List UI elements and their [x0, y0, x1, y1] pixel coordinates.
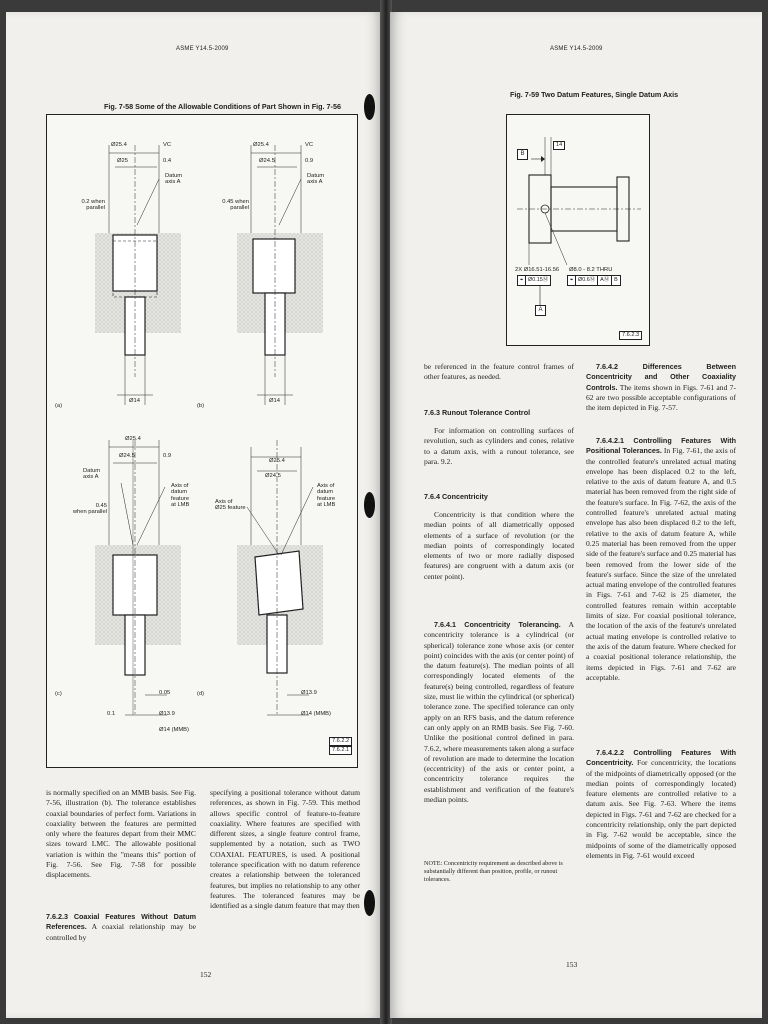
- left-col1-body: is normally specified on an MMB basis. See Fig. 7-56, illustration (b). The tolerance establishes coaxial boundaries of perfect form. Variations in coaxiality between the features are permitted only where the features depart from their MMC sizes toward LMC. The allowable positional variation is within the "means this" portion of Fig. 7-56. See Fig. 7-58 for possible displacements.: [46, 788, 196, 880]
- panel-c-datum: Datum axis A: [83, 468, 101, 481]
- panel-b-dia: Ø14: [269, 398, 280, 404]
- panel-b-label: (b): [197, 403, 205, 409]
- panel-b-datum: Datum axis A: [307, 173, 325, 186]
- panel-c-drawing: [95, 440, 181, 715]
- panel-d-t4: Ø14 (MMB): [301, 711, 331, 717]
- left-page: [6, 12, 382, 1018]
- panel-d-t3: Ø13.9: [301, 690, 317, 696]
- left-col1-text: [46, 788, 196, 881]
- binder-hole-3: [364, 890, 375, 916]
- position-symbol-1: ⌖: [518, 276, 526, 285]
- panel-c-t1: 0.05: [159, 690, 171, 696]
- panel-d-label: (d): [197, 691, 205, 697]
- right-page: [390, 12, 762, 1018]
- heading-7-6-3: 7.6.3 Runout Tolerance Control: [424, 408, 531, 417]
- running-head-right: ASME Y14.5-2009: [550, 46, 603, 52]
- panel-d-axis: Axis of datum feature at LMB: [317, 483, 336, 509]
- figure-caption-7-59: Fig. 7-59 Two Datum Features, Single Datum Axis: [510, 90, 679, 99]
- para-7-6-4-2: [586, 362, 736, 413]
- figure-caption-7-58: Fig. 7-58 Some of the Allowable Conditions of Part Shown in Fig. 7-56: [104, 102, 341, 111]
- para-7-6-4-2-1: [586, 436, 736, 683]
- fig-size-2: Ø8.0 - 8.2 THRU: [569, 267, 613, 273]
- para-7-6-3: For information on controlling surfaces of revolution, such as cylinders and cones, relative to a datum axis, with a runout tolerance, see para. 9.2.: [424, 426, 574, 466]
- right-col1-top: be referenced in the feature control frames of other features, as needed.: [424, 362, 574, 382]
- panel-b-vc: VC: [305, 142, 314, 148]
- left-col1-tail: A coaxial relationship may be controlled by: [46, 922, 196, 942]
- fcf2-datum-b: B: [614, 277, 618, 283]
- panel-a-d1: Ø25.4: [111, 142, 127, 148]
- panel-c-t4: Ø14 (MMB): [159, 727, 189, 733]
- panel-b-d1: Ø25.4: [253, 142, 269, 148]
- fcf2-datum-a: AⓂ: [598, 276, 612, 285]
- panel-c-tol: 0.9: [163, 453, 172, 459]
- running-head-left: ASME Y14.5-2009: [176, 46, 229, 52]
- fig-size-1: 2X Ø16.51-16.56: [515, 267, 560, 273]
- binder-hole-1: [364, 94, 375, 120]
- left-col2-text: specifying a positional tolerance without datum references, as shown in Fig. 7-59. This method allows specific control of feature-to-feature coaxiality. Where features are specified with different sizes, a single feature control frame, supplemented by a notation, such as TWO COAXIAL FEATURES, is used. A positional tolerance specification with no datum reference creates a relationship between the toleranced features, but implies no relationship to any other features. The toleranced features may be identified as a single datum feature that may then: [210, 788, 360, 911]
- figure-7-59: [506, 114, 650, 346]
- fcf1-tol: Ø0.15Ⓜ: [528, 277, 549, 283]
- panel-c-t2: 0.1: [107, 711, 116, 717]
- datum-a-symbol: A: [535, 305, 546, 316]
- feature-control-frame-2: [567, 275, 621, 286]
- para-7-6-4: Concentricity is that condition where the median points of all diametrically opposed elements of a surface of revolution (or the median points of correspondingly located elements of two or more radially disposed features) are congruent with a datum axis (or center point).: [424, 510, 574, 581]
- panel-a-tol: 0.4: [163, 158, 172, 164]
- panel-c-d2: Ø24.5: [119, 453, 135, 459]
- panel-c-parallel: 0.45 when parallel: [72, 503, 107, 516]
- fig-ref-7-6-2-3: 7.6.2.3: [619, 331, 642, 340]
- datum-b-symbol: B: [517, 149, 528, 160]
- panel-c-t3: Ø13.9: [159, 711, 175, 717]
- note-concentricity: NOTE: Concentricity requirement as described above is substantially different than position, profile, or runout tolerances.: [424, 860, 563, 884]
- para-7-6-4-1-body: A concentricity tolerance is a cylindrical (or spherical) tolerance zone whose axis (or center point) coincides with the axis (or center point) of the datum feature(s). The median points of all correspondingly located elements of the feature(s) being controlled, regardless of feature size, must lie within the cylindrical (or spherical) tolerance zone. The specified tolerance can only apply on an RFS basis, and the datum reference can only apply on an RMB basis. See Fig. 7-60. Unlike the positional control defined in para. 7.6.2, where measurements taken along a surface of revolution are made to determine the location (eccentricity) of the axis or center point, a concentricity tolerance requires the establishment and verification of the feature's median points.: [424, 620, 574, 805]
- panel-a-parallel: 0.2 when parallel: [81, 199, 105, 212]
- heading-7-6-4-2-2: 7.6.4.2.2 Controlling Features With Concentricity.: [586, 748, 736, 768]
- dim-14: 14: [553, 141, 565, 150]
- panel-c-d1: Ø25.4: [125, 436, 141, 442]
- page-number-right: 153: [566, 960, 578, 969]
- panel-a-d2: Ø25: [117, 158, 128, 164]
- para-7-6-4-2-2: [586, 748, 736, 861]
- binder-hole-2: [364, 492, 375, 518]
- panel-d-d1: Ø25.4: [269, 458, 285, 464]
- figure-7-58-drawing: [47, 115, 357, 767]
- panel-a-datum: Datum axis A: [165, 173, 183, 186]
- panel-c-axis: Axis of datum feature at LMB: [171, 483, 190, 509]
- figure-7-58: [46, 114, 358, 768]
- index-ref-2: 7.6.2.1: [329, 746, 352, 755]
- heading-7-6-4-2: 7.6.4.2 Differences Between Concentricity and Other Coaxiality Controls.: [586, 362, 736, 392]
- heading-7-6-4: 7.6.4 Concentricity: [424, 492, 488, 501]
- panel-d-d2: Ø24.5: [265, 473, 281, 479]
- fcf2-tol: Ø0.6Ⓜ: [576, 276, 598, 285]
- para-7-6-4-2-2-body: For concentricity, the locations of the midpoints of diametrically opposed (or the median points of correspondingly located) feature elements are controlled relative to a datum axis. See Fig. 7-63. Where the items depicted in Figs. 7-61 and 7-62 are checked for a concentricity relationship, only the part depicted in Fig. 7-62 would be acceptable, since the midpoints of some of the diametrically opposed elements in Fig. 7-61 would exceed: [586, 758, 736, 860]
- panel-b-parallel: 0.45 when parallel: [222, 199, 249, 212]
- heading-7-6-4-1: 7.6.4.1 Concentricity Tolerancing.: [434, 620, 561, 629]
- figure-7-59-drawing: [507, 115, 649, 345]
- panel-a-dia: Ø14: [129, 398, 140, 404]
- panel-d-drawing: [237, 440, 323, 715]
- feature-control-frame-1: [517, 275, 551, 286]
- index-ref-1: 7.6.2.2: [329, 737, 352, 746]
- page-number-left: 152: [200, 970, 212, 979]
- heading-7-6-4-2-1: 7.6.4.2.1 Controlling Features With Positional Tolerances.: [586, 436, 736, 456]
- panel-a-vc: VC: [163, 142, 172, 148]
- panel-c-label: (c): [55, 691, 62, 697]
- panel-a-label: (a): [55, 403, 63, 409]
- panel-b-tol: 0.9: [305, 158, 314, 164]
- para-7-6-4-2-body: The items shown in Figs. 7-61 and 7-62 are two possible acceptable configurations of the item depicted in Fig. 7-57.: [586, 382, 736, 413]
- panel-d-axis25: Axis of Ø25 feature: [215, 499, 246, 512]
- para-7-6-4-1: [424, 620, 574, 805]
- heading-7-6-2-3: 7.6.2.3 Coaxial Features Without Datum References.: [46, 912, 196, 932]
- position-symbol-2: ⌖: [568, 276, 576, 285]
- para-7-6-4-2-1-body: In Fig. 7-61, the axis of the controlled feature's unrelated actual mating envelope has been displaced 0.2 to the left, relative to the axis of datum feature A, and 0.5 material has been removed from the right side of the feature's surface. In Fig. 7-62, the axis of the controlled feature's unrelated actual mating envelope has also been displaced 0.2 to the left, relative to the axis of datum feature A, while 0.25 material has been removed from the upper side of the feature's surface and 0.25 material has been removed from the lower side of the feature's surface. Since the size of the unrelated actual mating envelope of the controlled features in Figs. 7-61 and 7-62 is 25 diameter, the controlled features remain within acceptable limits of size. For coaxial positional tolerance, the location of the axis of the feature's unrelated actual mating envelope is controlled relative to the axis of the datum feature. Where checked for a coaxial positional tolerance relationship, the items depicted in Figs. 7-61 and 7-62 are acceptable.: [586, 446, 736, 682]
- panel-b-d2: Ø24.5: [259, 158, 275, 164]
- left-col1-section: [46, 912, 196, 943]
